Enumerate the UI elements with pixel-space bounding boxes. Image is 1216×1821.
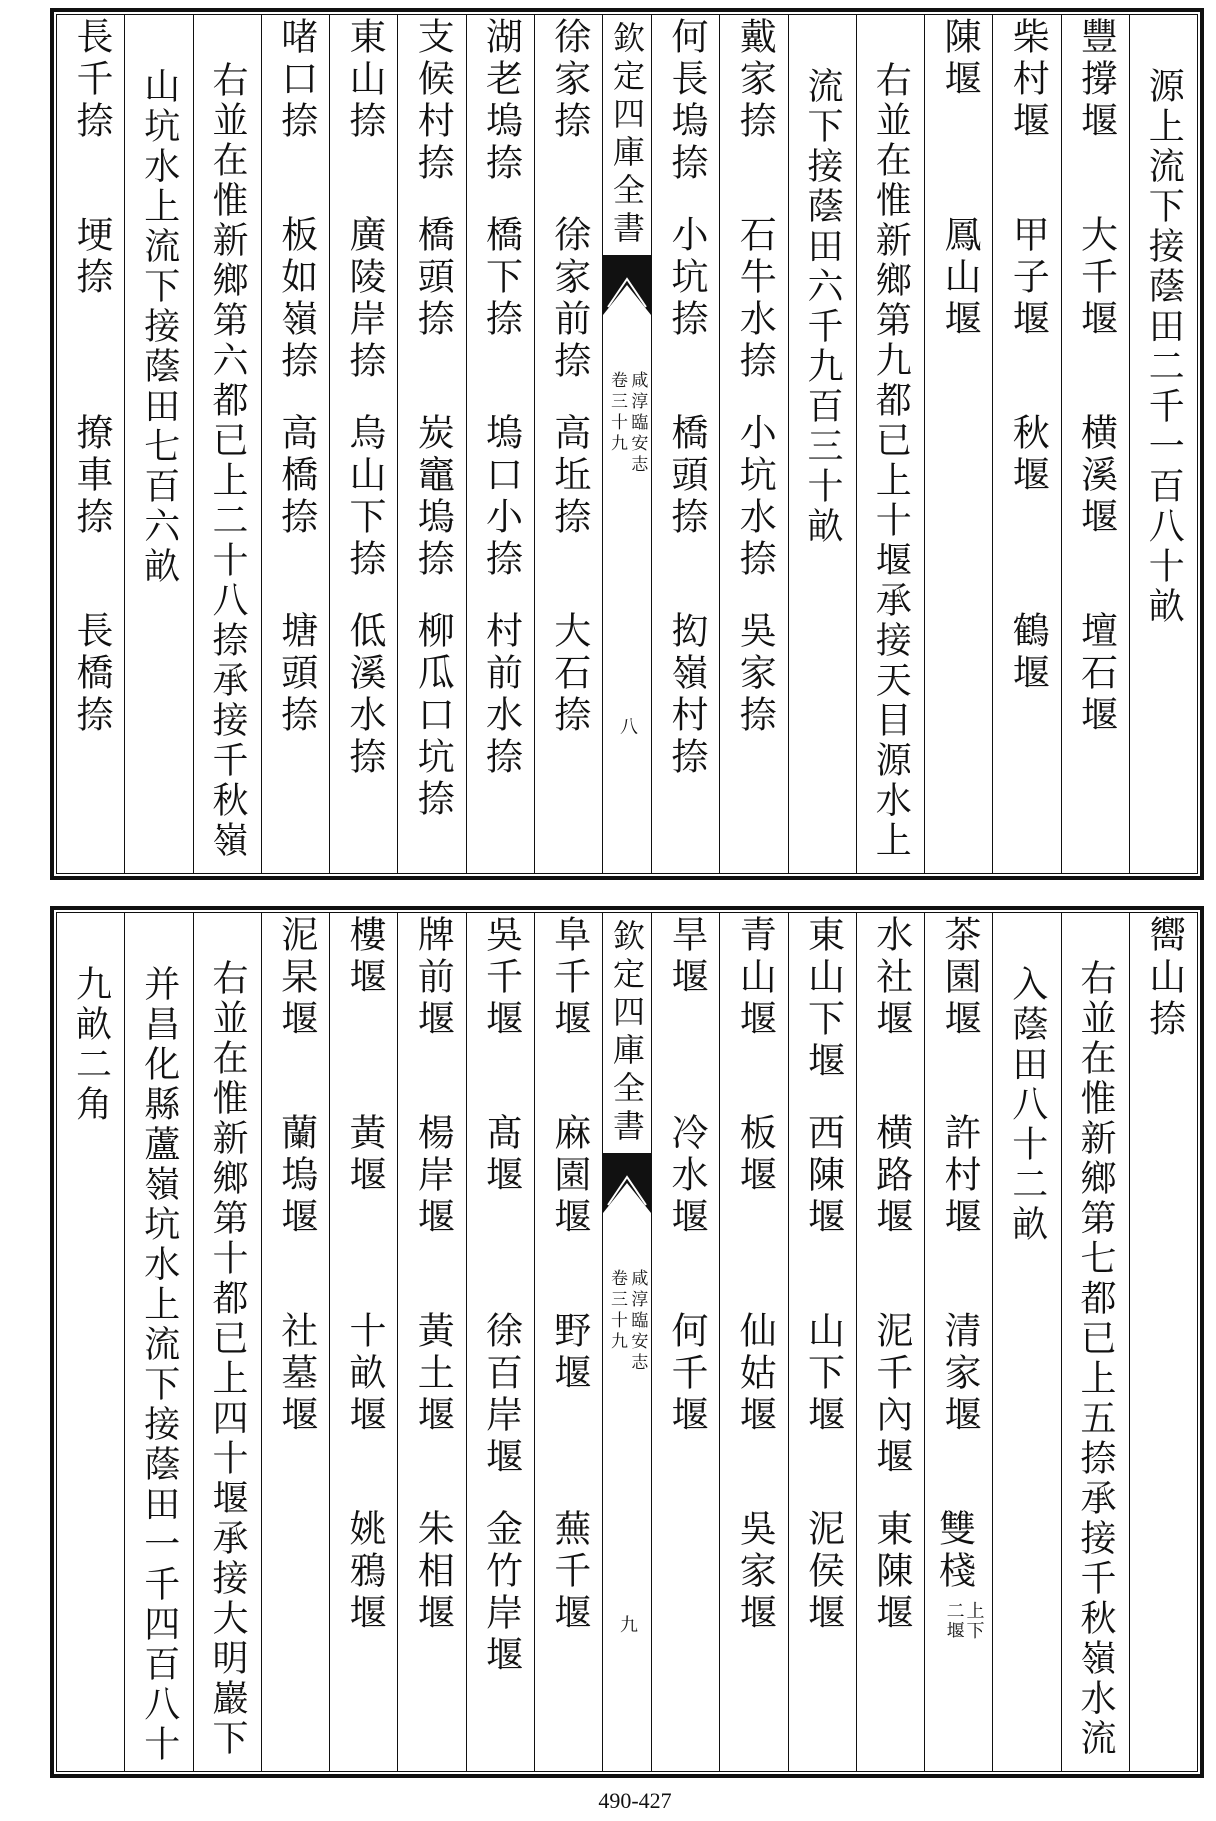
weir-entry: 塢口小捺 — [479, 413, 523, 581]
entry-column — [652, 913, 719, 1771]
fish-tail-mark — [603, 1153, 651, 1213]
summary-note-column — [193, 913, 261, 1771]
weir-entry: 板堰 — [733, 1113, 777, 1197]
continuation-column — [57, 913, 124, 1771]
weir-entry: 埂捺 — [70, 215, 114, 299]
continuation-text: 并昌化縣蘆嶺坑水上流下接蔭田一千四百八十 — [138, 965, 180, 1765]
summary-note-column — [856, 15, 924, 873]
lower-leaf-panel — [50, 906, 1204, 1778]
weir-entry: 鶴堰 — [1006, 611, 1050, 695]
weir-entry: 蕪千堰 — [547, 1509, 591, 1635]
weir-entry: 啫口捺 — [274, 17, 318, 143]
weir-entry: 朱相堰 — [411, 1509, 455, 1635]
entry-column — [397, 15, 465, 873]
weir-entry: 長千捺 — [70, 17, 114, 143]
weir-entry: 柳瓜口坑捺 — [411, 611, 455, 821]
right-half-columns — [652, 15, 1197, 873]
book-title: 咸淳臨安志 — [627, 371, 648, 476]
leaf-number: 八 — [617, 717, 638, 735]
weir-entry: 吳家堰 — [733, 1509, 777, 1635]
continuation-text: 九畝二角 — [70, 965, 112, 1125]
entry-column — [397, 913, 465, 1771]
entry-column — [924, 15, 992, 873]
weir-entry: 野堰 — [547, 1311, 591, 1395]
entry-column — [1061, 15, 1129, 873]
weir-entry: 徐家捺 — [547, 17, 591, 143]
weir-entry: 十畝堰 — [343, 1311, 387, 1437]
summary-note-text: 右並在惟新鄉第十都已上四十堰承接大明巖下 — [207, 959, 249, 1759]
weir-entry: 仙姑堰 — [733, 1311, 777, 1437]
summary-note-text: 右並在惟新鄉第六都已上二十八捺承接千秋嶺 — [207, 61, 249, 861]
continuation-column — [1129, 15, 1197, 873]
weir-entry: 支候村捺 — [411, 17, 455, 185]
weir-entry: 小坑水捺 — [733, 413, 777, 581]
book-title: 咸淳臨安志 — [627, 1269, 648, 1374]
weir-entry: 小坑捺 — [665, 215, 709, 341]
weir-entry: 橋頭捺 — [665, 413, 709, 539]
weir-entry: 阜千堰 — [547, 915, 591, 1041]
summary-note-text: 右並在惟新鄉第九都已上十堰承接天目源水上 — [870, 61, 912, 861]
weir-entry: 長橋捺 — [70, 611, 114, 737]
weir-entry: 石牛水捺 — [733, 215, 777, 383]
weir-entry: 吳家捺 — [733, 611, 777, 737]
fish-tail-mark — [603, 255, 651, 315]
continuation-text: 源上流下接蔭田二千一百八十畝 — [1143, 67, 1185, 627]
weir-entry: 徐家前捺 — [547, 215, 591, 383]
weir-entry: 髙堰 — [479, 1113, 523, 1197]
weir-entry: 廣陵岸捺 — [343, 215, 387, 383]
weir-entry: 湖老塢捺 — [479, 17, 523, 185]
weir-entry: 蘭塢堰 — [274, 1113, 318, 1239]
weir-entry: 高橋捺 — [274, 413, 318, 539]
weir-entry: 東陳堰 — [869, 1509, 913, 1635]
entry-column — [261, 15, 329, 873]
weir-entry: 低溪水捺 — [343, 611, 387, 779]
entry-column — [261, 913, 329, 1771]
weir-entry: 烏山下捺 — [343, 413, 387, 581]
page-label: 490-427 — [598, 1788, 672, 1813]
weir-entry — [934, 1509, 984, 1707]
panel-frame — [56, 14, 1198, 874]
weir-entry: 甲子堰 — [1006, 215, 1050, 341]
continuation-text: 入蔭田八十二畝 — [1006, 965, 1048, 1245]
continuation-column — [124, 913, 192, 1771]
continuation-text: 山坑水上流下接蔭田七百六畝 — [138, 67, 180, 587]
weir-entry: 泥千內堰 — [869, 1311, 913, 1479]
continuation-text: 流下接蔭田六千九百三十畝 — [802, 67, 844, 547]
weir-entry: 壇石堰 — [1074, 611, 1118, 737]
volume-number: 卷三十九 — [607, 371, 627, 455]
weir-entry: 徐百岸堰 — [479, 1311, 523, 1479]
right-half-columns — [652, 913, 1197, 1771]
weir-entry: 大石捺 — [547, 611, 591, 737]
entry-column — [652, 15, 719, 873]
series-title: 欽定四庫全書 — [608, 919, 646, 1147]
weir-entry: 冷水堰 — [665, 1113, 709, 1239]
weir-entry: 柴村堰 — [1006, 17, 1050, 143]
weir-entry: 高坵捺 — [547, 413, 591, 539]
weir-entry: 楊岸堰 — [411, 1113, 455, 1239]
entry-column — [924, 913, 992, 1771]
interlinear-note-line: 上下 — [963, 1601, 985, 1641]
entry-column — [329, 15, 397, 873]
weir-entry: 橋頭捺 — [411, 215, 455, 341]
weir-entry: 撩車捺 — [70, 413, 114, 539]
weir-entry: 麻園堰 — [547, 1113, 591, 1239]
weir-entry: 嚮山捺 — [1142, 915, 1186, 1041]
weir-entry: 戴家捺 — [733, 17, 777, 143]
book-and-volume — [607, 1269, 648, 1374]
entry-column — [57, 15, 124, 873]
weir-entry: 社墓堰 — [274, 1311, 318, 1437]
weir-entry: 旱堰 — [665, 915, 709, 999]
weir-entry: 泥杲堰 — [274, 915, 318, 1041]
upper-leaf-panel — [50, 8, 1204, 880]
weir-entry: 黃土堰 — [411, 1311, 455, 1437]
entry-column — [534, 913, 602, 1771]
weir-entry: 姚鴉堰 — [343, 1509, 387, 1635]
weir-entry: 大千堰 — [1074, 215, 1118, 341]
entry-column — [719, 913, 787, 1771]
entry-column — [466, 913, 534, 1771]
entry-column — [856, 913, 924, 1771]
weir-entry: 豐撐堰 — [1074, 17, 1118, 143]
leaf-number: 九 — [617, 1615, 638, 1633]
panel-frame — [56, 912, 1198, 1772]
series-title: 欽定四庫全書 — [608, 21, 646, 249]
weir-entry: 秋堰 — [1006, 413, 1050, 497]
entry-column — [992, 15, 1060, 873]
continuation-column — [992, 913, 1060, 1771]
weir-entry: 金竹岸堰 — [479, 1509, 523, 1677]
volume-number: 卷三十九 — [607, 1269, 627, 1353]
summary-note-column — [1061, 913, 1129, 1771]
book-and-volume — [607, 371, 648, 476]
summary-note-column — [193, 15, 261, 873]
weir-entry: 山下堰 — [801, 1311, 845, 1437]
weir-entry: 西陳堰 — [801, 1113, 845, 1239]
center-fold-column — [602, 15, 652, 873]
weir-entry: 許村堰 — [938, 1113, 982, 1239]
weir-entry: 牌前堰 — [411, 915, 455, 1041]
weir-entry: 炭竈塢捺 — [411, 413, 455, 581]
weir-entry: 東山下堰 — [801, 915, 845, 1083]
interlinear-note — [944, 1601, 984, 1641]
entry-column — [719, 15, 787, 873]
weir-entry: 樓堰 — [343, 915, 387, 999]
left-half-columns — [57, 913, 602, 1771]
weir-entry: 黃堰 — [343, 1113, 387, 1197]
entry-column — [1129, 913, 1197, 1771]
weir-entry: 吳千堰 — [479, 915, 523, 1041]
weir-entry: 水社堰 — [869, 915, 913, 1041]
entry-column — [788, 913, 856, 1771]
weir-entry: 橋下捺 — [479, 215, 523, 341]
center-fold-column — [602, 913, 652, 1771]
entry-column — [466, 15, 534, 873]
summary-note-text: 右並在惟新鄉第七都已上五捺承接千秋嶺水流 — [1075, 959, 1117, 1759]
weir-entry: 横溪堰 — [1074, 413, 1118, 539]
weir-entry: 塘頭捺 — [274, 611, 318, 737]
weir-entry: 村前水捺 — [479, 611, 523, 779]
weir-entry: 茶園堰 — [938, 915, 982, 1041]
weir-entry: 陳堰 — [938, 17, 982, 101]
left-half-columns — [57, 15, 602, 873]
weir-entry: 泥侯堰 — [801, 1509, 845, 1635]
entry-column — [329, 913, 397, 1771]
weir-entry: 何長塢捺 — [665, 17, 709, 185]
continuation-column — [788, 15, 856, 873]
weir-entry: 鳳山堰 — [938, 215, 982, 341]
weir-entry: 東山捺 — [343, 17, 387, 143]
entry-name: 雙棧 — [932, 1509, 976, 1593]
weir-entry: 何千堰 — [665, 1311, 709, 1437]
weir-entry: 清家堰 — [938, 1311, 982, 1437]
weir-entry: 青山堰 — [733, 915, 777, 1041]
interlinear-note-line: 二堰 — [943, 1601, 965, 1641]
weir-entry: 抝嶺村捺 — [665, 611, 709, 779]
continuation-column — [124, 15, 192, 873]
weir-entry: 横路堰 — [869, 1113, 913, 1239]
weir-entry: 板如嶺捺 — [274, 215, 318, 383]
entry-column — [534, 15, 602, 873]
